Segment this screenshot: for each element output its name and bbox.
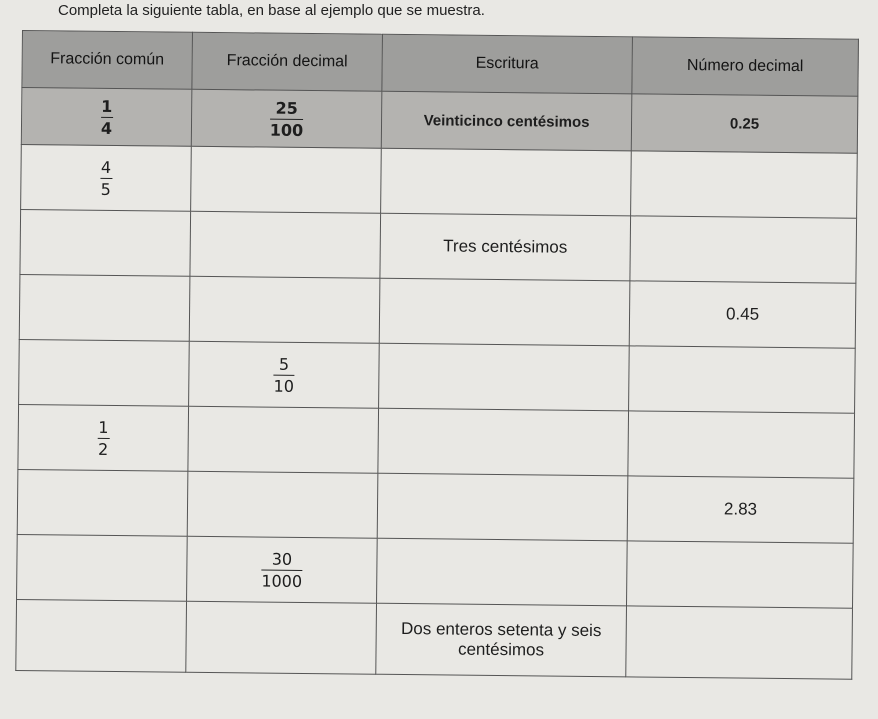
header-decimal-number: Número decimal bbox=[632, 37, 859, 96]
cell-decimal-number[interactable]: 2.83 bbox=[627, 476, 854, 543]
table-row bbox=[19, 339, 856, 413]
example-common-fraction bbox=[21, 88, 192, 147]
denominator: 10 bbox=[273, 376, 295, 396]
cell-common-fraction[interactable] bbox=[18, 404, 189, 471]
fraction-bar bbox=[100, 177, 112, 178]
header-writing: Escritura bbox=[382, 34, 633, 94]
cell-writing[interactable]: Tres centésimos bbox=[380, 213, 631, 281]
cell-decimal-fraction[interactable] bbox=[191, 146, 382, 213]
denominator: 4 bbox=[100, 118, 113, 138]
instruction-text: Completa la siguiente tabla, en base al ejemplo que se muestra. bbox=[58, 2, 485, 19]
header-decimal-fraction: Fracción decimal bbox=[192, 32, 383, 91]
fraction bbox=[100, 157, 112, 198]
denominator: 1000 bbox=[261, 571, 303, 591]
table-row bbox=[17, 534, 854, 608]
cell-decimal-fraction[interactable] bbox=[187, 536, 378, 603]
cell-common-fraction[interactable] bbox=[19, 339, 190, 406]
denominator: 2 bbox=[97, 439, 109, 459]
cell-decimal-fraction[interactable] bbox=[186, 601, 377, 674]
cell-decimal-number[interactable] bbox=[628, 411, 855, 478]
cell-common-fraction[interactable] bbox=[21, 144, 192, 211]
cell-common-fraction[interactable] bbox=[17, 534, 188, 601]
numerator: 4 bbox=[100, 157, 112, 177]
cell-writing[interactable] bbox=[377, 538, 628, 606]
table-row bbox=[19, 274, 856, 348]
cell-decimal-number[interactable] bbox=[631, 151, 858, 218]
header-row bbox=[22, 31, 859, 97]
cell-common-fraction[interactable] bbox=[17, 469, 188, 536]
cell-decimal-fraction[interactable] bbox=[187, 471, 378, 538]
cell-common-fraction[interactable] bbox=[16, 599, 187, 672]
fraction bbox=[261, 549, 302, 590]
cell-writing[interactable] bbox=[381, 148, 632, 216]
fraction bbox=[97, 417, 109, 458]
example-row bbox=[21, 88, 858, 154]
fraction-bar bbox=[97, 437, 109, 438]
example-decimal-number: 0.25 bbox=[631, 94, 858, 153]
cell-decimal-number[interactable]: 0.45 bbox=[629, 281, 856, 348]
numerator: 1 bbox=[101, 96, 113, 116]
numerator: 30 bbox=[271, 549, 293, 569]
denominator: 100 bbox=[269, 120, 304, 140]
cell-decimal-number[interactable] bbox=[630, 216, 857, 283]
table-row bbox=[17, 469, 854, 543]
fraction bbox=[100, 96, 112, 137]
header-common-fraction: Fracción común bbox=[22, 31, 193, 90]
cell-decimal-fraction[interactable] bbox=[188, 406, 379, 473]
cell-decimal-number[interactable] bbox=[627, 541, 854, 608]
cell-writing[interactable] bbox=[379, 278, 630, 346]
numerator: 1 bbox=[98, 417, 109, 437]
denominator: 5 bbox=[100, 179, 112, 199]
table-row bbox=[21, 144, 858, 218]
worksheet bbox=[15, 30, 858, 699]
example-writing: Veinticinco centésimos bbox=[381, 91, 632, 151]
fraction-bar bbox=[274, 374, 294, 375]
cell-common-fraction[interactable] bbox=[20, 209, 191, 276]
cell-decimal-number[interactable] bbox=[629, 346, 856, 413]
cell-writing[interactable] bbox=[379, 343, 630, 411]
numerator: 5 bbox=[278, 354, 290, 374]
cell-decimal-fraction[interactable] bbox=[189, 276, 380, 343]
fraction bbox=[270, 98, 304, 139]
cell-common-fraction[interactable] bbox=[19, 274, 190, 341]
fraction bbox=[274, 354, 295, 395]
cell-decimal-fraction[interactable] bbox=[190, 211, 381, 278]
table-row bbox=[16, 599, 853, 679]
fraction-bar bbox=[101, 116, 113, 117]
table-row bbox=[18, 404, 855, 478]
cell-decimal-fraction[interactable] bbox=[189, 341, 380, 408]
numerator: 25 bbox=[275, 98, 298, 118]
cell-decimal-number[interactable] bbox=[626, 606, 853, 679]
table-row bbox=[20, 209, 857, 283]
cell-writing[interactable]: Dos enteros setenta y seis centésimos bbox=[376, 603, 627, 677]
cell-writing[interactable] bbox=[377, 473, 628, 541]
fraction-table bbox=[15, 30, 859, 680]
example-decimal-fraction bbox=[191, 89, 382, 148]
cell-writing[interactable] bbox=[378, 408, 629, 476]
